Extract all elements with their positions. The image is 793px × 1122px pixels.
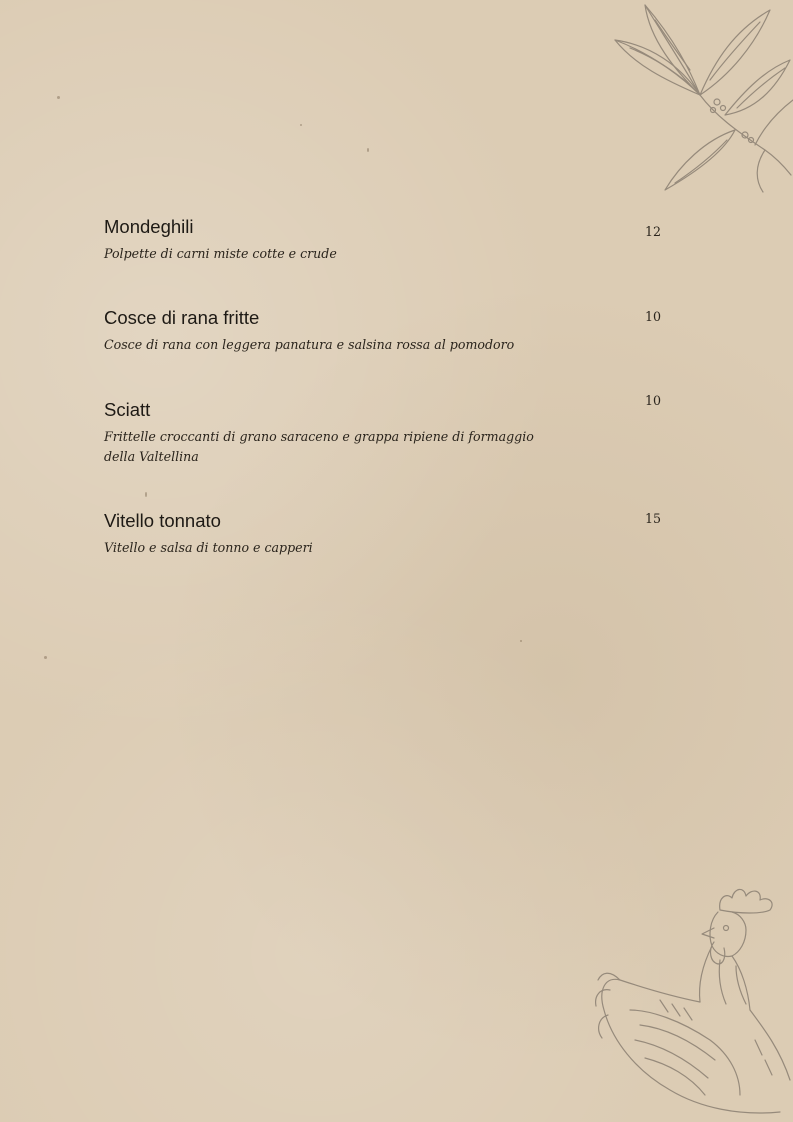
dish-name: Mondeghili [104, 216, 194, 237]
dish-price: 10 [645, 309, 662, 324]
paper-speck [300, 124, 302, 126]
menu-item [104, 216, 664, 264]
menu-item [104, 399, 664, 467]
dish-description: Vitello e salsa di tonno e capperi [104, 540, 313, 555]
paper-speck [57, 96, 60, 99]
dish-description: Cosce di rana con leggera panatura e salsina rossa al pomodoro [104, 337, 515, 352]
dish-name: Sciatt [104, 399, 151, 420]
menu-item [104, 307, 664, 355]
menu-item [104, 510, 664, 558]
paper-speck [367, 148, 369, 152]
rooster-illustration [590, 880, 793, 1122]
dish-description: Frittelle croccanti di grano saraceno e grappa ripiene di formaggio della Valtellina [104, 429, 534, 464]
paper-speck [520, 640, 522, 642]
dish-name: Vitello tonnato [104, 510, 221, 531]
dish-price: 10 [645, 393, 662, 408]
paper-speck [145, 492, 147, 497]
dish-description: Polpette di carni miste cotte e crude [104, 246, 337, 261]
leaf-branch-illustration [605, 0, 793, 195]
dish-name: Cosce di rana fritte [104, 307, 260, 328]
dish-price: 15 [645, 511, 662, 526]
paper-speck [44, 656, 47, 659]
dish-price: 12 [645, 224, 662, 239]
